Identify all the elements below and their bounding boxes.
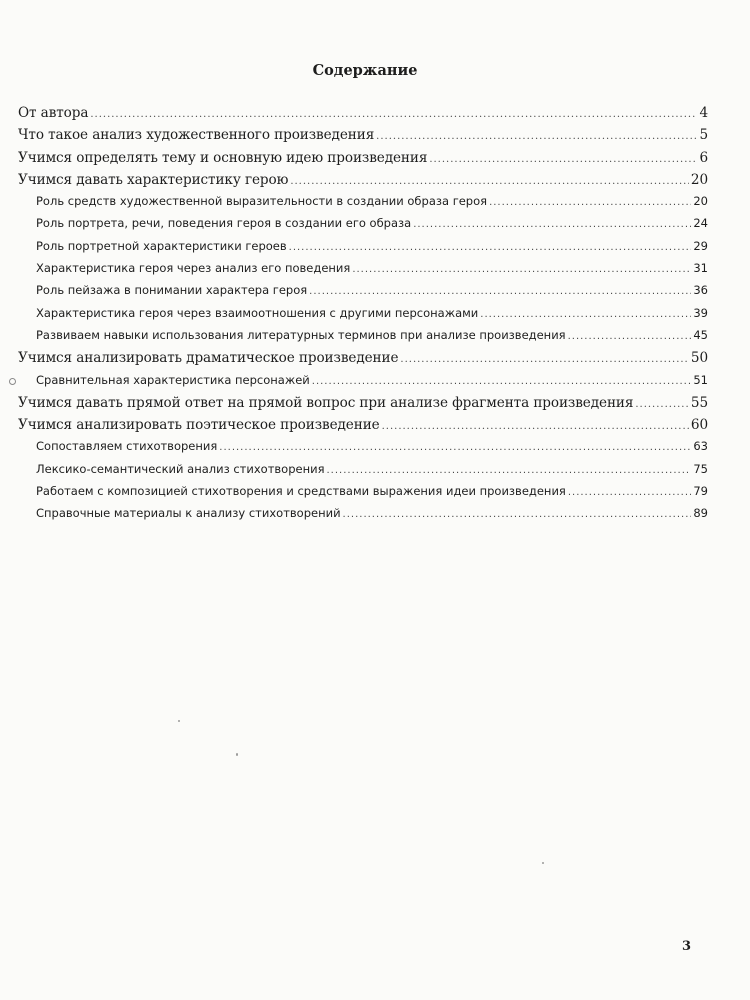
dot-leader bbox=[343, 509, 692, 520]
toc-entry-page: 4 bbox=[699, 105, 708, 121]
toc-entry bbox=[18, 417, 708, 439]
toc-entry-title: Учимся анализировать драматическое произведение bbox=[18, 350, 399, 367]
toc-entry-page: 89 bbox=[693, 506, 708, 521]
dot-leader bbox=[480, 309, 691, 320]
toc-entry-title: Сопоставляем стихотворения bbox=[36, 439, 218, 454]
toc-entry-title: Справочные материалы к анализу стихотворений bbox=[36, 506, 341, 521]
toc-entry-page: 60 bbox=[690, 417, 708, 434]
toc-entry-page: 29 bbox=[693, 238, 708, 253]
toc-entry-title: Характеристика героя через взаимоотношения с другими персонажами bbox=[36, 305, 479, 320]
toc-subentry bbox=[18, 194, 708, 216]
toc-entry-title: Учимся определять тему и основную идею произведения bbox=[18, 149, 428, 166]
dot-leader bbox=[90, 109, 697, 120]
toc-entry-title: Работаем с композицией стихотворения и средствами выражения идеи произведения bbox=[36, 484, 566, 499]
dot-leader bbox=[568, 487, 692, 498]
toc-entry-page: 31 bbox=[693, 261, 708, 276]
dot-leader bbox=[489, 197, 691, 208]
toc-entry-title: Роль пейзажа в понимании характера героя bbox=[36, 283, 308, 298]
dot-leader bbox=[290, 176, 689, 187]
toc-entry bbox=[18, 172, 708, 194]
toc-subentry bbox=[18, 373, 708, 395]
toc-subentry bbox=[18, 283, 708, 305]
dot-leader bbox=[413, 219, 691, 230]
toc-entry-page: 51 bbox=[693, 372, 708, 387]
toc-entry-title: Учимся анализировать поэтическое произведение bbox=[18, 417, 380, 434]
dot-leader bbox=[352, 264, 691, 275]
toc-subentry bbox=[18, 306, 708, 328]
dot-leader bbox=[376, 131, 697, 142]
toc-entry-title: Роль портрета, речи, поведения героя в создании его образа bbox=[36, 216, 412, 231]
dot-leader bbox=[635, 399, 689, 410]
toc-entry-page: 75 bbox=[693, 461, 708, 476]
toc-entry-page: 24 bbox=[693, 216, 708, 231]
toc-subentry bbox=[18, 239, 708, 261]
toc-entry-title: Развиваем навыки использования литературных терминов при анализе произведения bbox=[36, 327, 566, 342]
toc-entry-page: 20 bbox=[693, 194, 708, 209]
toc-subentry bbox=[18, 439, 708, 461]
toc-entry-page: 79 bbox=[693, 484, 708, 499]
toc-entry bbox=[18, 127, 708, 149]
dot-leader bbox=[400, 354, 688, 365]
toc-entry-page: 50 bbox=[690, 350, 708, 367]
dot-leader bbox=[429, 154, 697, 165]
toc-entry-page: 45 bbox=[693, 327, 708, 342]
toc-subentry bbox=[18, 261, 708, 283]
toc-entry-title: Лексико-семантический анализ стихотворения bbox=[36, 461, 325, 476]
toc-subentry bbox=[18, 506, 708, 528]
page-number: 3 bbox=[682, 939, 692, 954]
dot-leader bbox=[382, 421, 689, 432]
toc-subentry bbox=[18, 462, 708, 484]
print-speck bbox=[9, 378, 16, 385]
toc-entry bbox=[18, 395, 708, 417]
dot-leader bbox=[327, 465, 692, 476]
toc-entry-title: Что такое анализ художественного произведения bbox=[18, 127, 375, 144]
toc-entry-page: 39 bbox=[693, 305, 708, 320]
toc-entry-page: 55 bbox=[690, 394, 708, 411]
toc-entry-page: 20 bbox=[690, 171, 708, 188]
print-speck bbox=[236, 753, 238, 756]
toc-entry-page: 5 bbox=[699, 127, 708, 144]
dot-leader bbox=[568, 331, 692, 342]
toc-entry-title: От автора bbox=[18, 105, 89, 121]
toc-subentry bbox=[18, 328, 708, 350]
toc-entry-title: Учимся давать характеристику герою bbox=[18, 171, 289, 188]
toc-entry-page: 6 bbox=[699, 149, 708, 166]
toc-entry-title: Роль портретной характеристики героев bbox=[36, 238, 287, 253]
print-speck bbox=[178, 720, 180, 722]
dot-leader bbox=[312, 376, 692, 387]
dot-leader bbox=[309, 286, 691, 297]
toc-entry-title: Характеристика героя через анализ его поведения bbox=[36, 261, 351, 276]
toc-entry bbox=[18, 150, 708, 172]
toc-entry-title: Роль средств художественной выразительности в создании образа героя bbox=[36, 194, 488, 209]
toc-entry bbox=[18, 105, 708, 127]
dot-leader bbox=[289, 242, 692, 253]
toc-subentry bbox=[18, 216, 708, 238]
toc-entry-title: Учимся давать прямой ответ на прямой вопрос при анализе фрагмента произведения bbox=[18, 394, 634, 411]
page-title: Содержание bbox=[312, 62, 418, 79]
toc-entry-page: 36 bbox=[693, 283, 708, 298]
dot-leader bbox=[219, 442, 691, 453]
toc-subentry bbox=[18, 484, 708, 506]
print-speck bbox=[542, 862, 544, 864]
toc-entry-page: 63 bbox=[693, 439, 708, 454]
toc-entry bbox=[18, 350, 708, 372]
toc-entry-title: Сравнительная характеристика персонажей bbox=[36, 372, 310, 387]
table-of-contents bbox=[18, 105, 708, 529]
